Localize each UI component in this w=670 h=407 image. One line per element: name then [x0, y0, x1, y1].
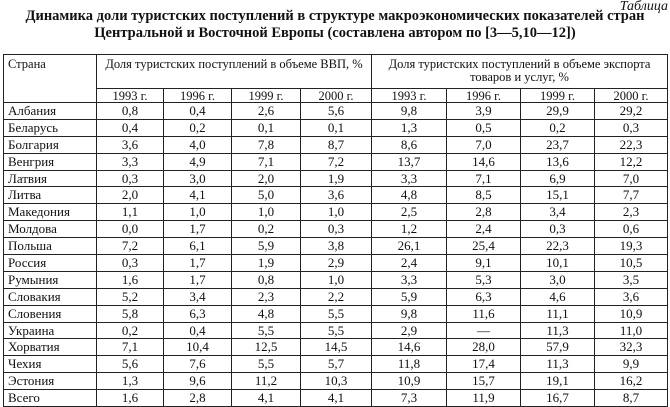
gdp-share-cell: 5,7	[301, 356, 372, 373]
gdp-share-cell: 0,4	[97, 119, 164, 136]
gdp-share-cell: 1,9	[232, 255, 301, 272]
exports-share-cell: 1,3	[372, 119, 447, 136]
exports-share-cell: 1,2	[372, 221, 447, 238]
tourism-share-table	[3, 54, 668, 407]
exports-share-cell: 17,4	[447, 356, 521, 373]
gdp-share-cell: 6,1	[164, 238, 232, 255]
gdp-share-cell: 0,2	[97, 322, 164, 339]
gdp-share-cell: 1,6	[97, 271, 164, 288]
exports-share-cell: 4,6	[521, 288, 595, 305]
exports-share-cell: 10,9	[372, 373, 447, 390]
exports-share-cell: 5,9	[372, 288, 447, 305]
exports-share-cell: 7,1	[447, 170, 521, 187]
country-cell: Хорватия	[4, 339, 97, 356]
exports-share-cell: 11,1	[521, 305, 595, 322]
year-header-exports-3: 2000 г.	[595, 89, 668, 103]
exports-header-line-2: товаров и услуг, %	[470, 70, 569, 84]
table-row	[4, 187, 668, 204]
gdp-share-cell: 1,0	[301, 271, 372, 288]
gdp-share-cell: 2,0	[232, 170, 301, 187]
gdp-share-cell: 1,6	[97, 390, 164, 407]
country-cell: Украина	[4, 322, 97, 339]
table-row	[4, 373, 668, 390]
table-row	[4, 103, 668, 120]
exports-share-cell: 16,7	[521, 390, 595, 407]
exports-share-cell: 14,6	[447, 153, 521, 170]
gdp-share-cell: 0,1	[301, 119, 372, 136]
gdp-share-cell: 1,7	[164, 271, 232, 288]
table-row	[4, 221, 668, 238]
exports-share-cell: 11,8	[372, 356, 447, 373]
year-header-row	[4, 89, 668, 103]
gdp-share-cell: 5,2	[97, 288, 164, 305]
exports-share-cell: 57,9	[521, 339, 595, 356]
exports-share-cell: 9,8	[372, 103, 447, 120]
gdp-share-cell: 4,1	[164, 187, 232, 204]
exports-share-cell: 16,2	[595, 373, 668, 390]
country-cell: Эстония	[4, 373, 97, 390]
country-column-header: Страна	[4, 55, 97, 103]
table-row	[4, 339, 668, 356]
exports-share-cell: 0,3	[595, 119, 668, 136]
table-row	[4, 238, 668, 255]
gdp-share-cell: 7,8	[232, 136, 301, 153]
exports-share-cell: 6,9	[521, 170, 595, 187]
gdp-share-cell: 0,4	[164, 322, 232, 339]
year-header-gdp-0: 1993 г.	[97, 89, 164, 103]
gdp-share-cell: 5,8	[97, 305, 164, 322]
year-header-exports-2: 1999 г.	[521, 89, 595, 103]
table-title	[0, 8, 670, 42]
gdp-share-cell: 9,6	[164, 373, 232, 390]
exports-share-cell: 0,2	[521, 119, 595, 136]
gdp-share-cell: 2,6	[232, 103, 301, 120]
year-header-gdp-1: 1996 г.	[164, 89, 232, 103]
gdp-share-cell: 3,3	[97, 153, 164, 170]
gdp-share-cell: 2,3	[232, 288, 301, 305]
gdp-share-cell: 5,5	[301, 322, 372, 339]
country-cell: Беларусь	[4, 119, 97, 136]
exports-share-cell: 3,3	[372, 170, 447, 187]
exports-share-cell: 2,4	[447, 221, 521, 238]
title-line-1: Динамика доли туристских поступлений в структуре макроэкономических показателей стран	[25, 8, 645, 24]
exports-share-cell: —	[447, 322, 521, 339]
country-cell: Венгрия	[4, 153, 97, 170]
gdp-share-cell: 0,8	[97, 103, 164, 120]
exports-share-cell: 11,6	[447, 305, 521, 322]
gdp-share-cell: 4,0	[164, 136, 232, 153]
exports-share-cell: 7,3	[372, 390, 447, 407]
exports-group-header	[372, 55, 668, 89]
gdp-share-cell: 1,9	[301, 170, 372, 187]
country-cell: Польша	[4, 238, 97, 255]
exports-share-cell: 10,5	[595, 255, 668, 272]
exports-share-cell: 12,2	[595, 153, 668, 170]
table-row	[4, 136, 668, 153]
country-cell: Словения	[4, 305, 97, 322]
exports-share-cell: 15,1	[521, 187, 595, 204]
exports-header-line-1: Доля туристских поступлений в объеме экспорта	[388, 57, 651, 71]
exports-share-cell: 4,8	[372, 187, 447, 204]
gdp-group-header: Доля туристских поступлений в объеме ВВП, %	[97, 55, 372, 89]
gdp-share-cell: 1,7	[164, 255, 232, 272]
exports-share-cell: 7,7	[595, 187, 668, 204]
table-row	[4, 170, 668, 187]
gdp-share-cell: 1,0	[301, 204, 372, 221]
exports-share-cell: 3,6	[595, 288, 668, 305]
exports-share-cell: 22,3	[595, 136, 668, 153]
gdp-share-cell: 0,1	[232, 119, 301, 136]
gdp-share-cell: 12,5	[232, 339, 301, 356]
gdp-share-cell: 7,1	[232, 153, 301, 170]
exports-share-cell: 2,8	[447, 204, 521, 221]
gdp-share-cell: 0,3	[97, 255, 164, 272]
exports-share-cell: 13,7	[372, 153, 447, 170]
exports-share-cell: 2,4	[372, 255, 447, 272]
exports-share-cell: 15,7	[447, 373, 521, 390]
exports-share-cell: 19,3	[595, 238, 668, 255]
gdp-share-cell: 5,5	[232, 356, 301, 373]
country-cell: Болгария	[4, 136, 97, 153]
exports-share-cell: 0,6	[595, 221, 668, 238]
gdp-share-cell: 0,2	[164, 119, 232, 136]
exports-share-cell: 2,9	[372, 322, 447, 339]
exports-share-cell: 11,0	[595, 322, 668, 339]
gdp-share-cell: 0,2	[232, 221, 301, 238]
country-cell: Албания	[4, 103, 97, 120]
country-cell: Словакия	[4, 288, 97, 305]
table-row	[4, 153, 668, 170]
exports-share-cell: 26,1	[372, 238, 447, 255]
gdp-share-cell: 5,9	[232, 238, 301, 255]
exports-share-cell: 2,5	[372, 204, 447, 221]
gdp-share-cell: 7,6	[164, 356, 232, 373]
country-cell: Россия	[4, 255, 97, 272]
exports-share-cell: 23,7	[521, 136, 595, 153]
gdp-share-cell: 1,1	[97, 204, 164, 221]
exports-share-cell: 32,3	[595, 339, 668, 356]
gdp-share-cell: 3,6	[97, 136, 164, 153]
country-cell: Всего	[4, 390, 97, 407]
exports-share-cell: 3,4	[521, 204, 595, 221]
year-header-gdp-2: 1999 г.	[232, 89, 301, 103]
table-row	[4, 255, 668, 272]
gdp-share-cell: 11,2	[232, 373, 301, 390]
exports-share-cell: 9,8	[372, 305, 447, 322]
table-row	[4, 356, 668, 373]
exports-share-cell: 0,5	[447, 119, 521, 136]
gdp-share-cell: 7,1	[97, 339, 164, 356]
table-row	[4, 119, 668, 136]
gdp-share-cell: 5,5	[301, 305, 372, 322]
gdp-share-cell: 5,6	[97, 356, 164, 373]
exports-share-cell: 11,3	[521, 322, 595, 339]
exports-share-cell: 28,0	[447, 339, 521, 356]
gdp-share-cell: 4,1	[232, 390, 301, 407]
gdp-share-cell: 1,3	[97, 373, 164, 390]
exports-share-cell: 5,3	[447, 271, 521, 288]
year-header-exports-1: 1996 г.	[447, 89, 521, 103]
gdp-share-cell: 4,9	[164, 153, 232, 170]
exports-share-cell: 8,6	[372, 136, 447, 153]
table-label: Таблица	[619, 0, 668, 14]
exports-share-cell: 25,4	[447, 238, 521, 255]
year-header-exports-0: 1993 г.	[372, 89, 447, 103]
gdp-share-cell: 14,5	[301, 339, 372, 356]
country-cell: Румыния	[4, 271, 97, 288]
exports-share-cell: 6,3	[447, 288, 521, 305]
gdp-share-cell: 8,7	[301, 136, 372, 153]
exports-share-cell: 9,1	[447, 255, 521, 272]
gdp-share-cell: 3,4	[164, 288, 232, 305]
country-cell: Македония	[4, 204, 97, 221]
gdp-share-cell: 0,3	[301, 221, 372, 238]
exports-share-cell: 2,3	[595, 204, 668, 221]
exports-share-cell: 11,9	[447, 390, 521, 407]
gdp-share-cell: 1,7	[164, 221, 232, 238]
gdp-share-cell: 10,4	[164, 339, 232, 356]
gdp-share-cell: 5,5	[232, 322, 301, 339]
gdp-share-cell: 5,6	[301, 103, 372, 120]
table-row	[4, 322, 668, 339]
country-cell: Литва	[4, 187, 97, 204]
exports-share-cell: 8,7	[595, 390, 668, 407]
table-row	[4, 390, 668, 407]
exports-share-cell: 7,0	[447, 136, 521, 153]
exports-share-cell: 0,3	[521, 221, 595, 238]
gdp-share-cell: 3,6	[301, 187, 372, 204]
gdp-share-cell: 2,9	[301, 255, 372, 272]
exports-share-cell: 3,3	[372, 271, 447, 288]
gdp-share-cell: 1,0	[232, 204, 301, 221]
table-row	[4, 204, 668, 221]
gdp-share-cell: 7,2	[301, 153, 372, 170]
exports-share-cell: 3,5	[595, 271, 668, 288]
gdp-share-cell: 1,0	[164, 204, 232, 221]
gdp-share-cell: 0,4	[164, 103, 232, 120]
gdp-share-cell: 0,8	[232, 271, 301, 288]
exports-share-cell: 29,2	[595, 103, 668, 120]
country-cell: Чехия	[4, 356, 97, 373]
country-cell: Латвия	[4, 170, 97, 187]
exports-share-cell: 22,3	[521, 238, 595, 255]
gdp-share-cell: 3,0	[164, 170, 232, 187]
country-cell: Молдова	[4, 221, 97, 238]
gdp-share-cell: 6,3	[164, 305, 232, 322]
exports-share-cell: 7,0	[595, 170, 668, 187]
gdp-share-cell: 10,3	[301, 373, 372, 390]
title-line-2: Центральной и Восточной Европы (составлена автором по [3—5,10—12])	[94, 25, 576, 41]
exports-share-cell: 3,0	[521, 271, 595, 288]
exports-share-cell: 11,3	[521, 356, 595, 373]
gdp-share-cell: 0,0	[97, 221, 164, 238]
gdp-share-cell: 5,0	[232, 187, 301, 204]
exports-share-cell: 3,9	[447, 103, 521, 120]
gdp-share-cell: 2,0	[97, 187, 164, 204]
table-body	[4, 103, 668, 407]
exports-share-cell: 19,1	[521, 373, 595, 390]
table-row	[4, 305, 668, 322]
exports-share-cell: 10,9	[595, 305, 668, 322]
gdp-share-cell: 0,3	[97, 170, 164, 187]
table-row	[4, 271, 668, 288]
year-header-gdp-3: 2000 г.	[301, 89, 372, 103]
gdp-share-cell: 2,8	[164, 390, 232, 407]
exports-share-cell: 13,6	[521, 153, 595, 170]
gdp-share-cell: 4,1	[301, 390, 372, 407]
gdp-share-cell: 4,8	[232, 305, 301, 322]
exports-share-cell: 29,9	[521, 103, 595, 120]
gdp-share-cell: 2,2	[301, 288, 372, 305]
exports-share-cell: 8,5	[447, 187, 521, 204]
exports-share-cell: 9,9	[595, 356, 668, 373]
table-row	[4, 288, 668, 305]
gdp-share-cell: 3,8	[301, 238, 372, 255]
exports-share-cell: 14,6	[372, 339, 447, 356]
gdp-share-cell: 7,2	[97, 238, 164, 255]
exports-share-cell: 10,1	[521, 255, 595, 272]
